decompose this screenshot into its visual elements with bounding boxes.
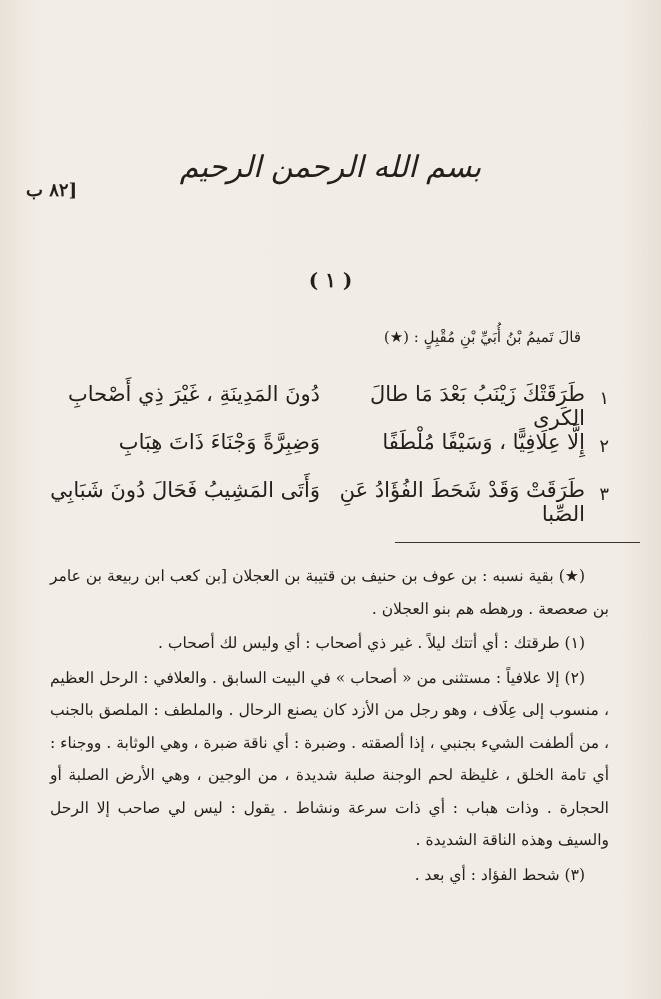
verse-2 bbox=[0, 430, 661, 470]
poem-intro: قالَ تَميمُ بْنُ أُبَيِّ بْنِ مُقْبِلٍ : (★) bbox=[383, 328, 581, 346]
footnote-3: (٣) شحط الفؤاد : أي بعد . bbox=[414, 865, 585, 884]
folio-marker: [٨٢ ب bbox=[26, 180, 78, 201]
verse-3 bbox=[0, 478, 661, 526]
poem-number: ( ١ ) bbox=[308, 268, 353, 292]
verse-number: ٣ bbox=[599, 484, 609, 505]
footnote-1: (١) طرقتك : أي أتتك ليلاً . غير ذي أصحاب : أي وليس لك أصحاب . bbox=[158, 634, 585, 652]
verse-second-hemistich: وَأَتَى المَشِيبُ فَحَالَ دُونَ شَبَابِي bbox=[50, 478, 320, 502]
bismillah-heading: بسم الله الرحمن الرحيم bbox=[179, 150, 482, 185]
footnote-2: (٢) إلا علافياً : مستثنى من « أصحاب » في البيت السابق . والعلافي : الرحل العظيم ، منسوب إلى عِلَاف ، وهو رجل من الأزد كان يصنع الرحال . والملطف : الملصق بالجنب ، من ألطفت الشيء بجنبي ، إذا ألصقته . وضبرة : أي ناقة ضبرة ، وهي الوثابة . ووجناء : أي تامة الخلق ، غليظة لحم الوجنة صلبة شديدة ، من الوجين ، وهي الأرض الصلبة أو الحجارة . وذات هباب : أي ذات سرعة ونشاط . يقول : ليس لي صاحب إلا الرحل والسيف وهذه الناقة الشديدة . bbox=[50, 668, 609, 849]
footnote-lineage: (★) بقية نسبه : بن عوف بن حنيف بن قتيبة بن العجلان [بن كعب ابن ربيعة بن عامر بن صعصعة . ورهطه هم بنو العجلان . bbox=[50, 567, 609, 618]
verse-number: ٢ bbox=[599, 436, 609, 457]
verse-first-hemistich: طَرَقَتْكَ زَيْنَبُ بَعْدَ مَا طالَ الكَرى bbox=[369, 382, 585, 430]
verse-number: ١ bbox=[599, 388, 609, 409]
verse-second-hemistich: وَضِبِرَّةً وَجْنَاءَ ذَاتَ هِبَابِ bbox=[118, 430, 320, 454]
footnotes bbox=[50, 560, 609, 891]
verse-first-hemistich: إِلَّا عِلَافِيًّا ، وَسَيْفًا مُلْطَفًا bbox=[382, 430, 585, 454]
verse-first-hemistich: طَرَقَتْ وَقَدْ شَحَطَ الفُؤَادُ عَنِ الصِّبا bbox=[339, 478, 585, 526]
verse-second-hemistich: دُونَ المَدِينَةِ ، غَيْرَ ذِي أَصْحابِ bbox=[68, 382, 320, 406]
verse-1 bbox=[0, 382, 661, 430]
footnote-rule bbox=[395, 542, 640, 543]
